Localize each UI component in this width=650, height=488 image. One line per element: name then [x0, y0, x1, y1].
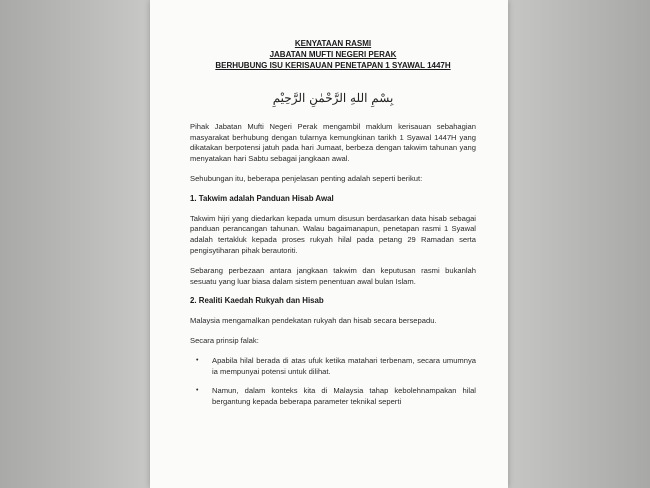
background-left: [0, 0, 150, 488]
document-page: [150, 0, 508, 488]
transition-paragraph: Sehubungan itu, beberapa penjelasan penting adalah seperti berikut:: [190, 173, 423, 183]
section-1-paragraph-1: Takwim hijri yang diedarkan kepada umum disusun berdasarkan data hisab sebagai panduan perancangan tahunan. Walau bagaimanapun, penetapan rasmi 1 Syawal adalah tertakluk kepada proses rukyah hilal pada petang 29 Ramadan serta pengisytiharan pihak berautoriti.: [190, 213, 476, 255]
section-1-heading: 1. Takwim adalah Panduan Hisab Awal: [190, 193, 334, 203]
section-2-paragraph-1: Malaysia mengamalkan pendekatan rukyah dan hisab secara bersepadu.: [190, 316, 437, 326]
background-right: [508, 0, 650, 488]
header-line-3: BERHUBUNG ISU KERISAUAN PENETAPAN 1 SYAWAL 1447H: [215, 61, 451, 70]
list-item-text: Apabila hilal berada di atas ufuk ketika matahari terbenam, secara umumnya ia mempunyai potensi untuk dilihat.: [212, 355, 476, 376]
list-item: [190, 356, 476, 378]
bullet-icon: •: [196, 356, 199, 364]
document-content: [190, 38, 476, 417]
section-2-heading: 2. Realiti Kaedah Rukyah dan Hisab: [190, 296, 324, 306]
principle-list: [190, 356, 476, 408]
bullet-icon: •: [196, 387, 199, 395]
statement-header: [190, 38, 476, 71]
list-item: [190, 386, 476, 408]
section-2-paragraph-2: Secara prinsip falak:: [190, 335, 259, 345]
section-1-paragraph-2: Sebarang perbezaan antara jangkaan takwim dan keputusan rasmi bukanlah sesuatu yang luar biasa dalam sistem penentuan awal bulan Islam.: [190, 265, 476, 286]
header-line-1: KENYATAAN RASMI: [294, 39, 372, 48]
basmalah: بِسْمِ اللهِ الرَّحْمٰنِ الرَّحِيْمِ: [272, 91, 394, 105]
intro-paragraph: Pihak Jabatan Mufti Negeri Perak mengambil maklum kerisauan sebahagian masyarakat berhubung dengan tularnya kemungkinan tarikh 1 Syawal 1447H yang dikatakan berpotensi jatuh pada hari Jumaat, berbeza dengan takwim tahunan yang menyatakan hari Sabtu sebagai jangkaan awal.: [190, 121, 476, 164]
header-line-2: JABATAN MUFTI NEGERI PERAK: [269, 50, 397, 59]
list-item-text: Namun, dalam konteks kita di Malaysia tahap kebolehnampakan hilal bergantung kepada beberapa parameter teknikal seperti: [212, 386, 476, 407]
